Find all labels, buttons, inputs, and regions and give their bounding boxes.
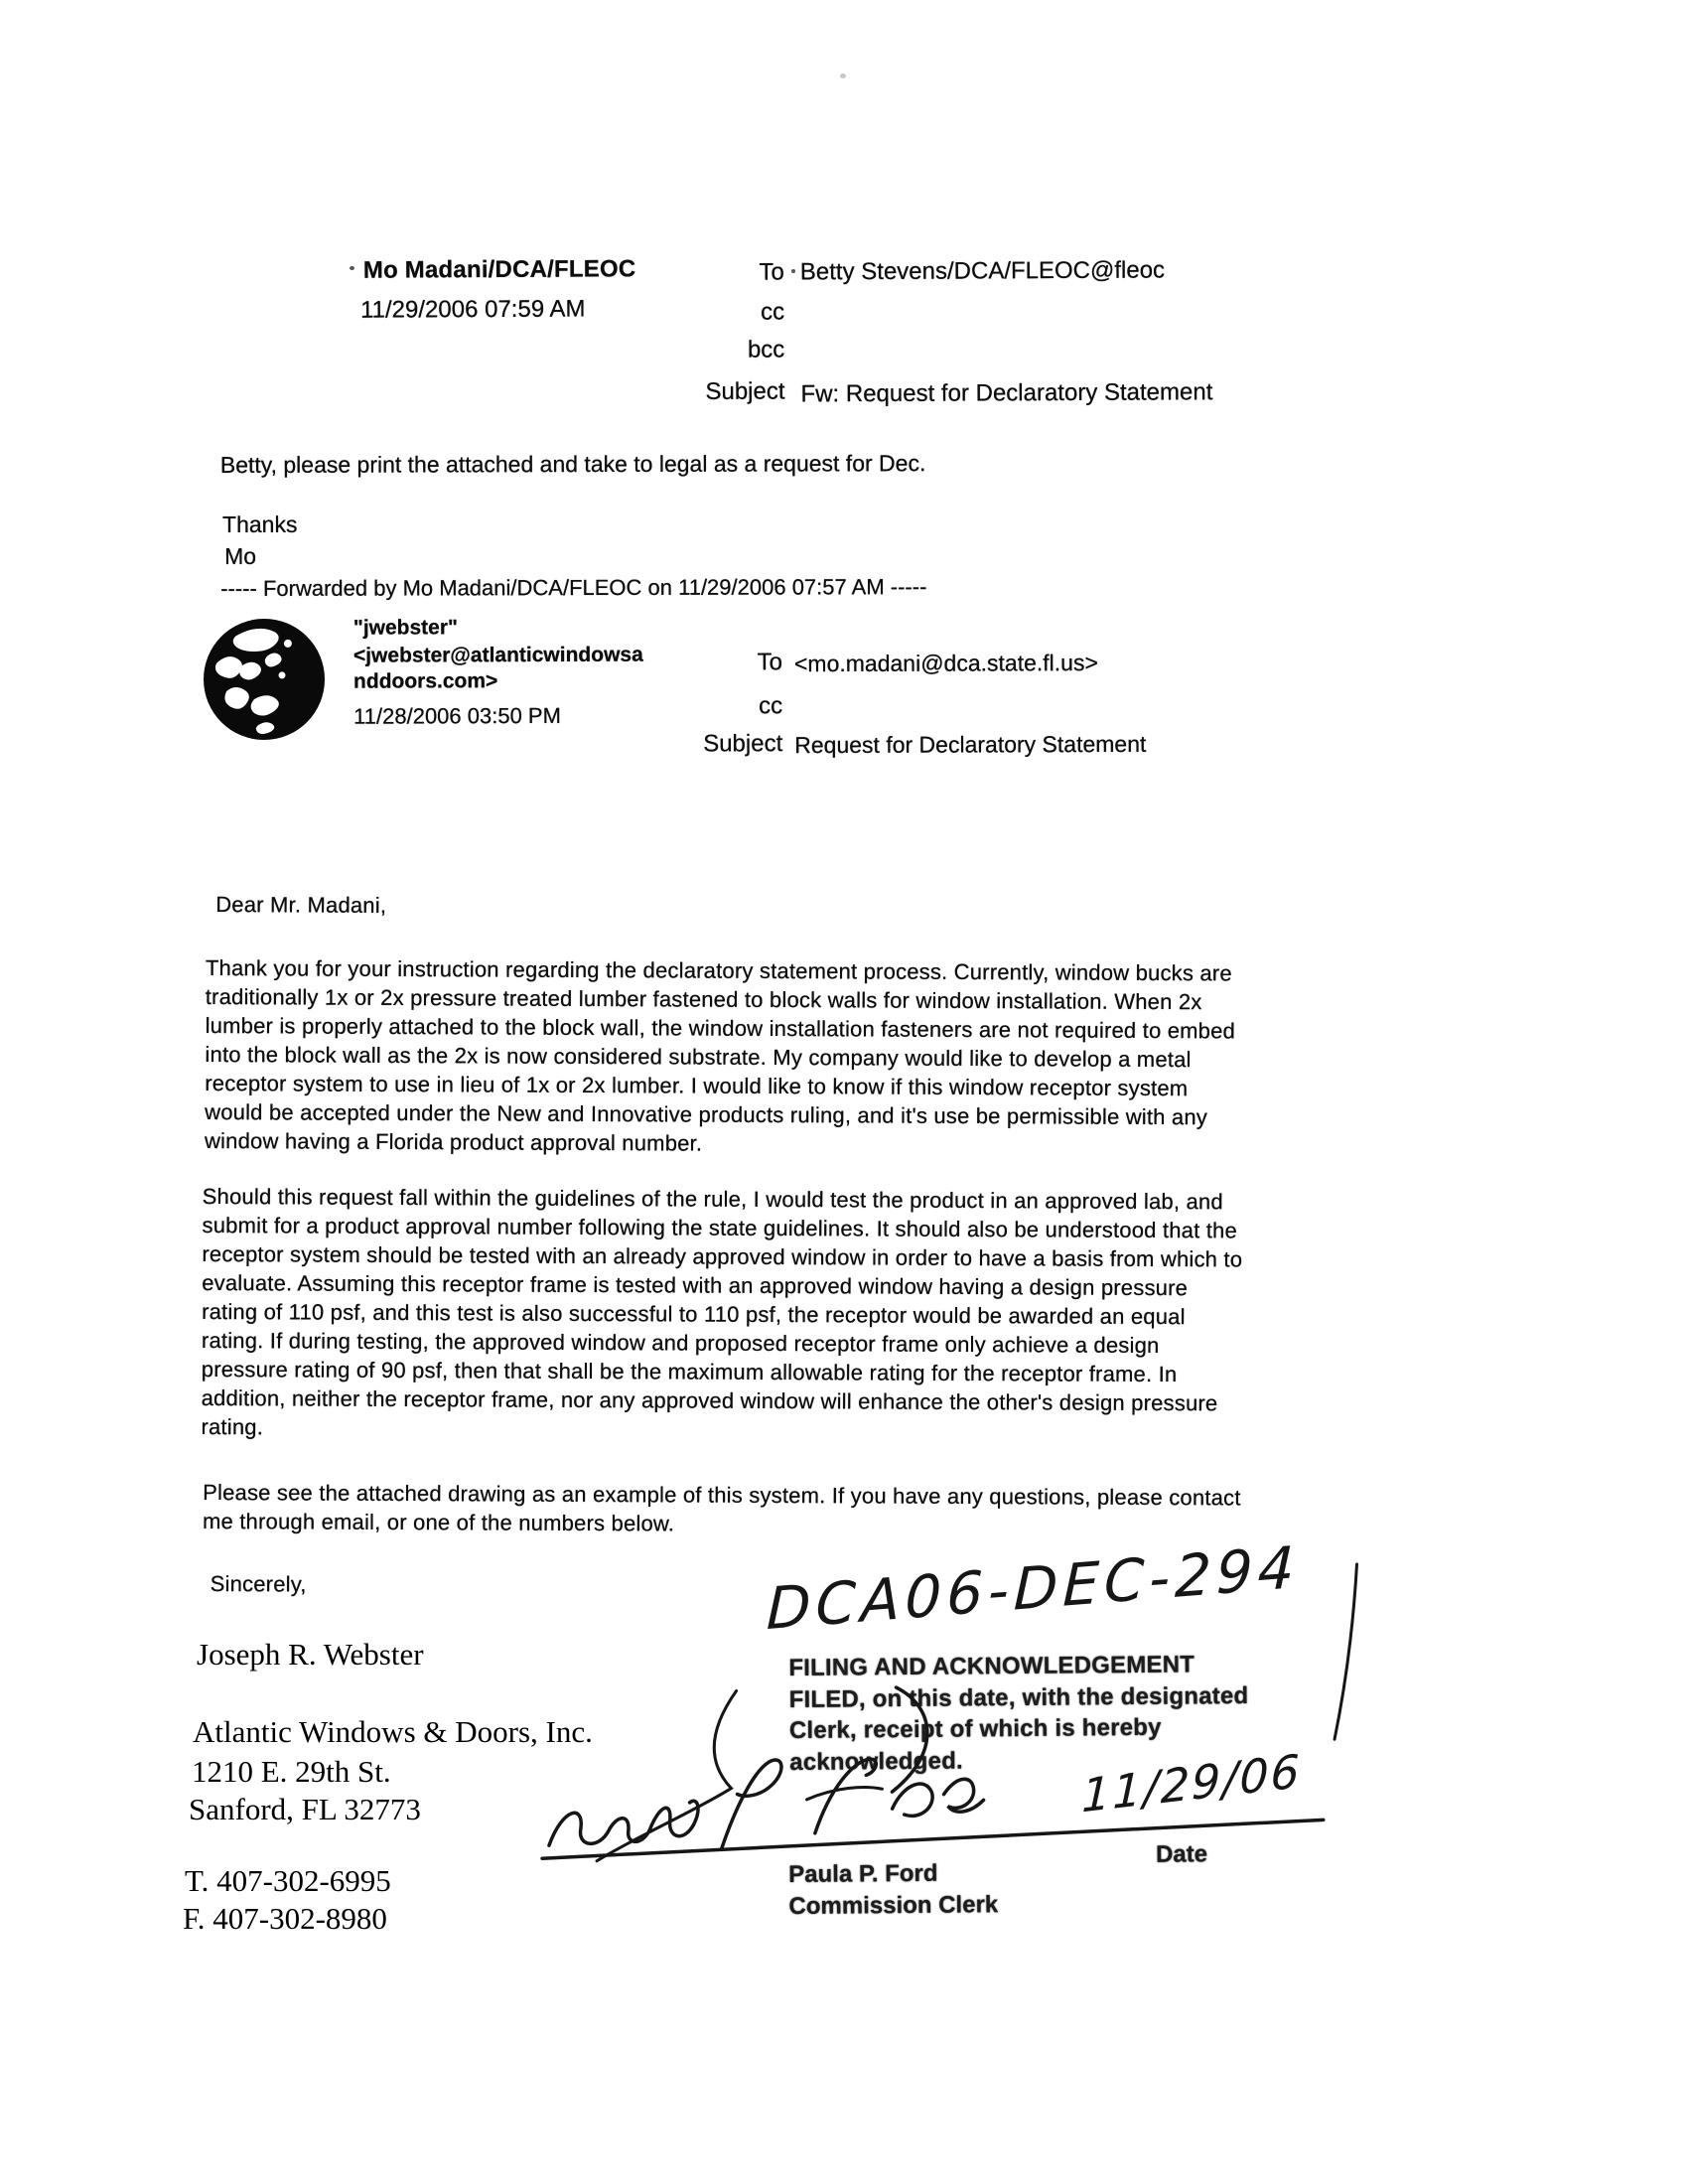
bcc-label: bcc: [747, 336, 785, 364]
email-sender-name: Mo Madani/DCA/FLEOC: [362, 255, 636, 284]
phone-number: T. 407-302-6995: [185, 1863, 391, 1898]
clerk-title: Commission Clerk: [788, 1891, 999, 1921]
subject-label: Subject: [705, 377, 785, 405]
clerk-name: Paula P. Ford: [788, 1859, 938, 1889]
forwarded-subject-label: Subject: [703, 730, 783, 758]
email-sent-datetime: 11/29/2006 07:59 AM: [359, 295, 586, 324]
subject-value: Fw: Request for Declaratory Statement: [800, 378, 1213, 408]
letter-closing: Sincerely,: [210, 1571, 307, 1597]
forwarded-sent-datetime: 11/28/2006 03:50 PM: [353, 702, 561, 729]
forwarded-to-label: To: [757, 649, 783, 676]
letter-paragraph-3: Please see the attached drawing as an example of this system. If you have any questions, please contact me through email, or one of the numbers below.: [202, 1479, 1241, 1536]
forwarded-sender-name: "jwebster": [352, 616, 458, 640]
address-line-2: Sanford, FL 32773: [189, 1792, 421, 1826]
forwarded-to-value: <mo.madani@dca.state.fl.us>: [793, 650, 1098, 677]
to-label: To: [759, 258, 784, 286]
fax-number: F. 407-302-8980: [183, 1901, 387, 1936]
forwarded-cc-label: cc: [759, 692, 783, 720]
letter-salutation: Dear Mr. Madani,: [215, 892, 387, 918]
cc-label: cc: [761, 298, 785, 326]
letter-paragraph-1: Thank you for your instruction regarding the declaratory statement process. Currently, window bucks are traditionally 1x or 2x pressure treated lumber fastened to block walls for window installation. When 2x lumber is properly attached to the block wall, the window installation fasteners are not required to embed into the block wall as the 2x is now considered substrate. My company would like to develop a metal receptor system to use in lieu of 1x or 2x lumber. I would like to know if this window receptor system would be accepted under the New and Innovative products ruling, and it's use be permissible with any window having a Florida product approval number.: [204, 954, 1236, 1156]
forwarded-sender-email-line2: nddoors.com>: [352, 669, 498, 693]
forwarded-separator: ----- Forwarded by Mo Madani/DCA/FLEOC on 11/29/2006 07:57 AM -----: [220, 574, 927, 601]
docket-number-handwritten: DCA06-DEC-294: [766, 1532, 1301, 1644]
note-signoff: Mo: [224, 542, 257, 569]
filed-date-handwritten: 11/29/06: [1080, 1743, 1303, 1823]
note-body: Betty, please print the attached and take to legal as a request for Dec.: [219, 450, 926, 478]
forwarded-subject-value: Request for Declaratory Statement: [794, 730, 1147, 759]
signer-name: Joseph R. Webster: [197, 1637, 424, 1672]
forwarded-sender-email-line1: <jwebster@atlanticwindowsa: [352, 643, 643, 667]
to-value: Betty Stevens/DCA/FLEOC@fleoc: [799, 256, 1166, 286]
letter-paragraph-2: Should this request fall within the guidelines of the rule, I would test the product in an approved lab, and submit for a product approval number following the state guidelines. It should also be understood that the receptor system should be tested with an already approved window in order to have a basis from which to evaluate. Assuming this receptor frame is tested with an approved window having a design pressure rating of 110 psf, and this test is also successful to 110 psf, the receptor would be awarded an equal rating. If during testing, the approved window and proposed receptor frame only achieve a design pressure rating of 90 psf, then that shall be the maximum allowable rating for the receptor frame. In addition, neither the receptor frame, nor any approved window will enhance the other's design pressure rating.: [201, 1183, 1243, 1440]
address-line-1: 1210 E. 29th St.: [192, 1754, 391, 1789]
note-thanks: Thanks: [221, 510, 298, 537]
company-name: Atlantic Windows & Doors, Inc.: [193, 1714, 593, 1749]
date-label: Date: [1155, 1840, 1208, 1868]
filing-stamp-text: FILING AND ACKNOWLEDGEMENT FILED, on this date, with the designated Clerk, receipt of which is hereby acknowledged.: [788, 1651, 1249, 1776]
